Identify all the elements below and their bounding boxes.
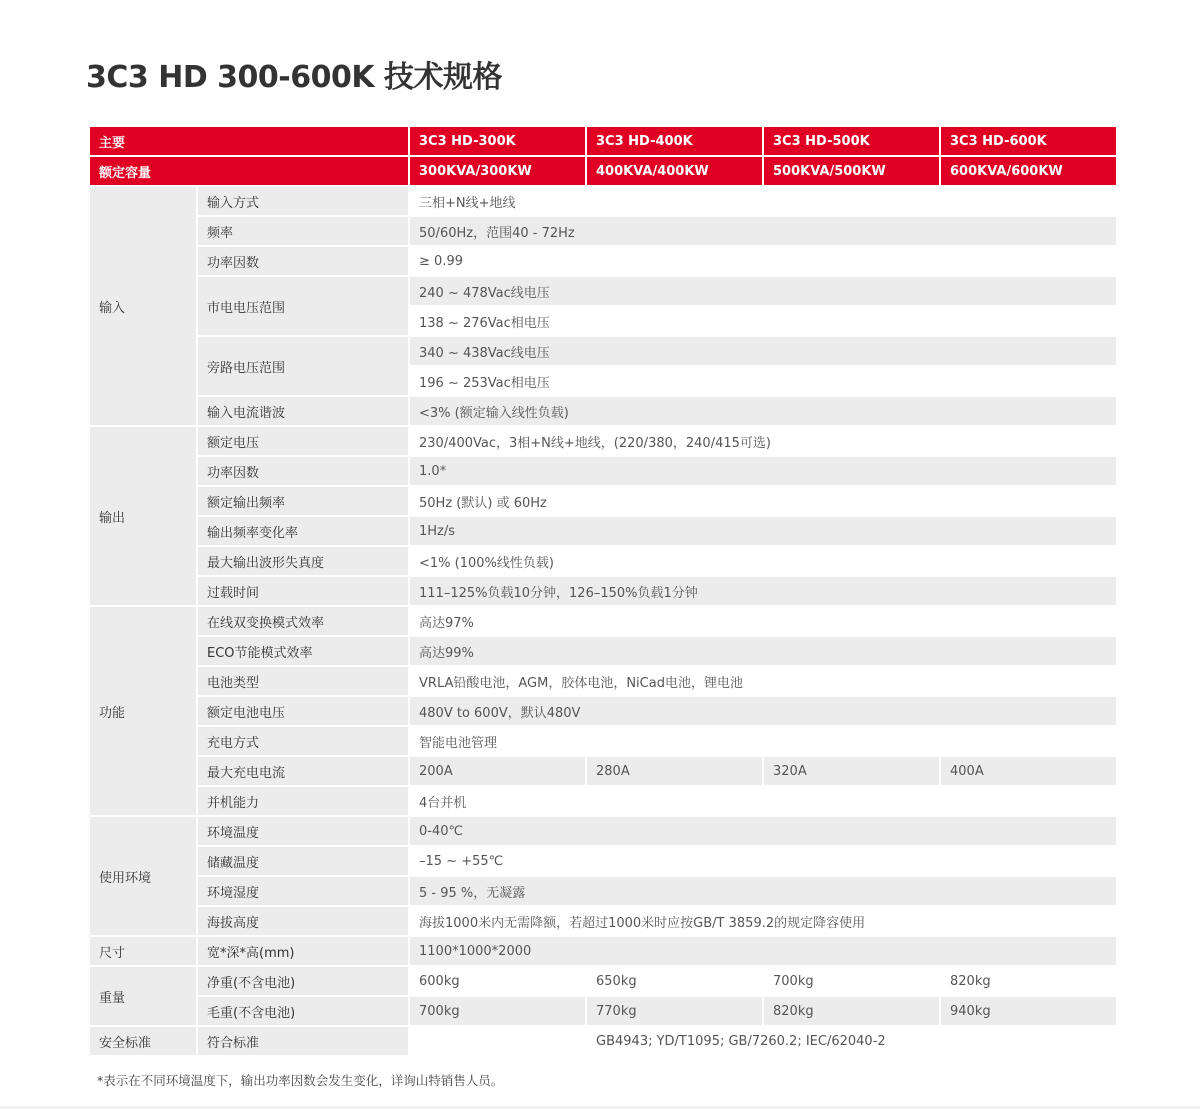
param-value-300k: 200A [410, 757, 585, 785]
table-row [90, 337, 1116, 365]
param-value: 138 ~ 276Vac相电压 [410, 307, 1116, 335]
spec-table [88, 125, 1118, 1057]
table-row [90, 967, 1116, 995]
table-row [90, 1027, 1116, 1055]
model-400k: 3C3 HD-400K [587, 127, 762, 155]
param-label: 在线双变换模式效率 [198, 607, 408, 635]
table-row [90, 907, 1116, 935]
param-value: 1Hz/s [410, 517, 1116, 545]
param-value: 240 ~ 478Vac线电压 [410, 277, 1116, 305]
param-value-600k: 400A [941, 757, 1116, 785]
table-row [90, 997, 1116, 1025]
param-value: 50Hz (默认) 或 60Hz [410, 487, 1116, 515]
table-row [90, 697, 1116, 725]
table-row [90, 877, 1116, 905]
param-value-500k: 820kg [764, 997, 939, 1025]
table-row [90, 937, 1116, 965]
capacity-600k: 600KVA/600KW [941, 157, 1116, 185]
table-row [90, 517, 1116, 545]
param-label: 额定电池电压 [198, 697, 408, 725]
param-label: 储藏温度 [198, 847, 408, 875]
param-label: 净重(不含电池) [198, 967, 408, 995]
header-row-capacity [90, 157, 1116, 185]
group-label-output: 输出 [90, 427, 196, 605]
group-label-environment: 使用环境 [90, 817, 196, 935]
param-label: 频率 [198, 217, 408, 245]
param-label: ECO节能模式效率 [198, 637, 408, 665]
param-value: 111–125%负载10分钟，126–150%负载1分钟 [410, 577, 1116, 605]
param-label: 海拔高度 [198, 907, 408, 935]
table-row [90, 247, 1116, 275]
param-label: 并机能力 [198, 787, 408, 815]
param-value-500k: 700kg [764, 967, 939, 995]
param-label: 符合标准 [198, 1027, 408, 1055]
footnote: *表示在不同环境温度下，输出功率因数会发生变化，详询山特销售人员。 [97, 1073, 504, 1088]
param-value-400k: 650kg [587, 967, 762, 995]
param-value: 196 ~ 253Vac相电压 [410, 367, 1116, 395]
param-label: 额定电压 [198, 427, 408, 455]
param-value: 230/400Vac，3相+N线+地线，(220/380，240/415可选) [410, 427, 1116, 455]
model-600k: 3C3 HD-600K [941, 127, 1116, 155]
table-row [90, 577, 1116, 605]
header-capacity-label: 额定容量 [90, 157, 408, 185]
param-label: 市电电压范围 [198, 277, 408, 335]
table-row [90, 277, 1116, 305]
capacity-400k: 400KVA/400KW [587, 157, 762, 185]
page-title: 3C3 HD 300-600K 技术规格 [86, 60, 503, 95]
param-value: 1.0* [410, 457, 1116, 485]
group-label-safety: 安全标准 [90, 1027, 196, 1055]
header-main-label: 主要 [90, 127, 408, 155]
table-row [90, 547, 1116, 575]
table-row [90, 637, 1116, 665]
table-row [90, 217, 1116, 245]
table-row [90, 787, 1116, 815]
group-label-function: 功能 [90, 607, 196, 815]
param-value: 340 ~ 438Vac线电压 [410, 337, 1116, 365]
param-label: 输入方式 [198, 187, 408, 215]
param-value-600k: 820kg [941, 967, 1116, 995]
param-value-300k: 700kg [410, 997, 585, 1025]
param-value-400k: 280A [587, 757, 762, 785]
param-value-spacer [410, 1027, 585, 1055]
param-label: 过载时间 [198, 577, 408, 605]
param-value: VRLA铅酸电池，AGM，胶体电池，NiCad电池，锂电池 [410, 667, 1116, 695]
param-label: 功率因数 [198, 457, 408, 485]
group-label-size: 尺寸 [90, 937, 196, 965]
param-value: 高达99% [410, 637, 1116, 665]
table-row [90, 187, 1116, 215]
param-value: 海拔1000米内无需降额，若超过1000米时应按GB/T 3859.2的规定降容使用 [410, 907, 1116, 935]
capacity-300k: 300KVA/300KW [410, 157, 585, 185]
param-value: 1100*1000*2000 [410, 937, 1116, 965]
param-value-500k: 320A [764, 757, 939, 785]
param-value: 0-40℃ [410, 817, 1116, 845]
param-value: <3% (额定输入线性负载) [410, 397, 1116, 425]
table-row [90, 817, 1116, 845]
param-value-400k: 770kg [587, 997, 762, 1025]
param-label: 电池类型 [198, 667, 408, 695]
group-label-weight: 重量 [90, 967, 196, 1025]
param-label: 旁路电压范围 [198, 337, 408, 395]
param-label: 功率因数 [198, 247, 408, 275]
table-row [90, 667, 1116, 695]
param-value: 高达97% [410, 607, 1116, 635]
param-label: 毛重(不含电池) [198, 997, 408, 1025]
param-label: 充电方式 [198, 727, 408, 755]
param-value: –15 ~ +55℃ [410, 847, 1116, 875]
group-label-input: 输入 [90, 187, 196, 425]
table-row [90, 607, 1116, 635]
table-row [90, 727, 1116, 755]
param-value: 三相+N线+地线 [410, 187, 1116, 215]
param-value-600k: 940kg [941, 997, 1116, 1025]
capacity-500k: 500KVA/500KW [764, 157, 939, 185]
param-label: 宽*深*高(mm) [198, 937, 408, 965]
model-500k: 3C3 HD-500K [764, 127, 939, 155]
param-value: <1% (100%线性负载) [410, 547, 1116, 575]
table-row [90, 757, 1116, 785]
param-value: ≥ 0.99 [410, 247, 1116, 275]
param-value: 4台并机 [410, 787, 1116, 815]
param-label: 输入电流谐波 [198, 397, 408, 425]
model-300k: 3C3 HD-300K [410, 127, 585, 155]
param-value: GB4943; YD/T1095; GB/7260.2; IEC/62040-2 [587, 1027, 1116, 1055]
table-row [90, 397, 1116, 425]
param-label: 额定输出频率 [198, 487, 408, 515]
param-label: 最大充电电流 [198, 757, 408, 785]
param-label: 输出频率变化率 [198, 517, 408, 545]
param-value: 50/60Hz，范围40 - 72Hz [410, 217, 1116, 245]
table-row [90, 427, 1116, 455]
table-row [90, 847, 1116, 875]
header-row-models [90, 127, 1116, 155]
param-value: 480V to 600V，默认480V [410, 697, 1116, 725]
table-row [90, 487, 1116, 515]
param-label: 环境温度 [198, 817, 408, 845]
table-row [90, 457, 1116, 485]
param-value: 智能电池管理 [410, 727, 1116, 755]
param-value-300k: 600kg [410, 967, 585, 995]
param-label: 最大输出波形失真度 [198, 547, 408, 575]
param-label: 环境湿度 [198, 877, 408, 905]
param-value: 5 - 95 %，无凝露 [410, 877, 1116, 905]
